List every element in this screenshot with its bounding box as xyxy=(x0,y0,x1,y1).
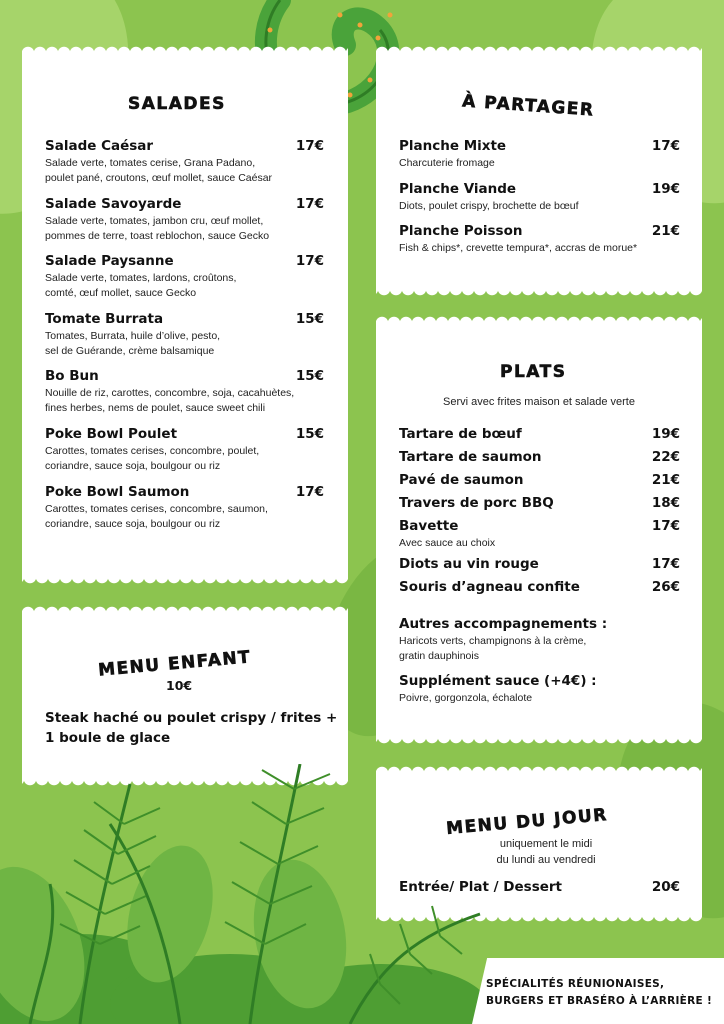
menu-du-jour-title: MENU DU JOUR xyxy=(445,804,609,840)
menu-item-desc: sel de Guérande, crème balsamique xyxy=(45,345,215,357)
accompagnements-desc: gratin dauphinois xyxy=(399,650,479,662)
menu-item-price: 17€ xyxy=(651,556,680,572)
menu-item-name: Poke Bowl Saumon xyxy=(45,484,190,500)
menu-enfant-item: Steak haché ou poulet crispy / frites + xyxy=(45,710,338,726)
menu-item-price: 17€ xyxy=(295,138,324,154)
menu-item-desc: Avec sauce au choix xyxy=(399,537,496,549)
menu-item-price: 21€ xyxy=(651,472,680,488)
menu-item-name: Bo Bun xyxy=(45,368,99,384)
menu-item-name: Tomate Burrata xyxy=(45,311,164,327)
menu-du-jour-item: Entrée/ Plat / Dessert xyxy=(399,879,563,895)
menu-item-desc: Fish & chips*, crevette tempura*, accras de morue* xyxy=(399,242,638,254)
menu-item-desc: Salade verte, tomates, jambon cru, œuf mollet, xyxy=(45,215,264,227)
accompagnements-title: Autres accompagnements : xyxy=(399,616,608,632)
menu-item-name: Salade Paysanne xyxy=(45,253,174,269)
menu-item-price: 17€ xyxy=(295,253,324,269)
menu-item-price: 21€ xyxy=(651,223,680,239)
menu-item-desc: coriandre, sauce soja, boulgour ou riz xyxy=(45,460,221,472)
menu-item-name: Planche Poisson xyxy=(399,223,523,239)
menu-item-price: 15€ xyxy=(295,368,324,384)
menu-item-desc: Salade verte, tomates, lardons, croûtons, xyxy=(45,272,237,284)
menu-du-jour-note: du lundi au vendredi xyxy=(496,854,596,866)
sauce-title: Supplément sauce (+4€) : xyxy=(399,673,597,689)
menu-item-desc: pommes de terre, toast reblochon, sauce Gecko xyxy=(45,230,270,242)
plats-title: PLATS xyxy=(500,362,567,382)
menu-item-desc: fines herbes, nems de poulet, sauce sweet chili xyxy=(45,402,266,414)
menu-enfant-price: 10€ xyxy=(166,678,193,693)
partager-panel xyxy=(376,52,702,290)
menu-item-price: 15€ xyxy=(295,311,324,327)
footer-line: BURGERS ET BRASÉRO À L’ARRIÈRE ! xyxy=(486,995,713,1007)
menu-item-desc: Charcuterie fromage xyxy=(399,157,495,169)
menu-item-desc: Salade verte, tomates cerise, Grana Padano, xyxy=(45,157,256,169)
menu-du-jour-price: 20€ xyxy=(651,879,680,895)
menu-item-price: 17€ xyxy=(295,484,324,500)
menu-item-price: 18€ xyxy=(651,495,680,511)
menu-item-desc: comté, œuf mollet, sauce Gecko xyxy=(45,287,197,299)
menu-item-name: Diots au vin rouge xyxy=(399,556,539,572)
menu-item-price: 17€ xyxy=(651,518,680,534)
menu-item-desc: Nouille de riz, carottes, concombre, soja, cacahuètes, xyxy=(45,387,295,399)
footer-line: SPÉCIALITÉS RÉUNIONAISES, xyxy=(486,978,665,990)
menu-item-price: 26€ xyxy=(651,579,680,595)
salades-title: SALADES xyxy=(128,94,226,114)
menu-enfant-item: 1 boule de glace xyxy=(45,730,171,746)
menu-item-desc: Carottes, tomates cerises, concombre, poulet, xyxy=(45,445,260,457)
menu-item-price: 22€ xyxy=(651,449,680,465)
plats-panel xyxy=(376,322,702,738)
menu-enfant-panel xyxy=(22,612,348,780)
partager-title: À PARTAGER xyxy=(461,91,596,121)
menu-item-name: Planche Mixte xyxy=(399,138,507,154)
menu-item-name: Tartare de bœuf xyxy=(399,426,522,442)
menu-item-price: 17€ xyxy=(295,196,324,212)
menu-item-name: Salade Savoyarde xyxy=(45,196,182,212)
sauce-desc: Poivre, gorgonzola, échalote xyxy=(399,692,533,704)
menu-item-name: Bavette xyxy=(399,518,459,534)
accompagnements-desc: Haricots verts, champignons à la crème, xyxy=(399,635,587,647)
salades-panel xyxy=(22,52,348,578)
menu-item-name: Travers de porc BBQ xyxy=(399,495,554,511)
menu-item-price: 19€ xyxy=(651,426,680,442)
menu-item-name: Planche Viande xyxy=(399,181,517,197)
menu-item-name: Pavé de saumon xyxy=(399,472,524,488)
menu-item-price: 15€ xyxy=(295,426,324,442)
menu-item-desc: Tomates, Burrata, huile d’olive, pesto, xyxy=(45,330,221,342)
menu-enfant-title: MENU ENFANT xyxy=(97,647,253,681)
menu-item-name: Souris d’agneau confite xyxy=(399,579,580,595)
menu-item-name: Tartare de saumon xyxy=(399,449,542,465)
menu-du-jour-note: uniquement le midi xyxy=(499,838,593,850)
menu-item-name: Poke Bowl Poulet xyxy=(45,426,178,442)
menu-item-desc: Diots, poulet crispy, brochette de bœuf xyxy=(399,200,579,212)
menu-item-desc: Carottes, tomates cerises, concombre, saumon, xyxy=(45,503,268,515)
menu-item-price: 19€ xyxy=(651,181,680,197)
palm-leaves-illustration xyxy=(0,764,500,1024)
plats-subtitle: Servi avec frites maison et salade verte xyxy=(443,396,635,408)
menu-item-price: 17€ xyxy=(651,138,680,154)
menu-item-desc: poulet pané, croutons, œuf mollet, sauce Caésar xyxy=(45,172,273,184)
menu-item-desc: coriandre, sauce soja, boulgour ou riz xyxy=(45,518,221,530)
menu-item-name: Salade Caésar xyxy=(45,138,154,154)
